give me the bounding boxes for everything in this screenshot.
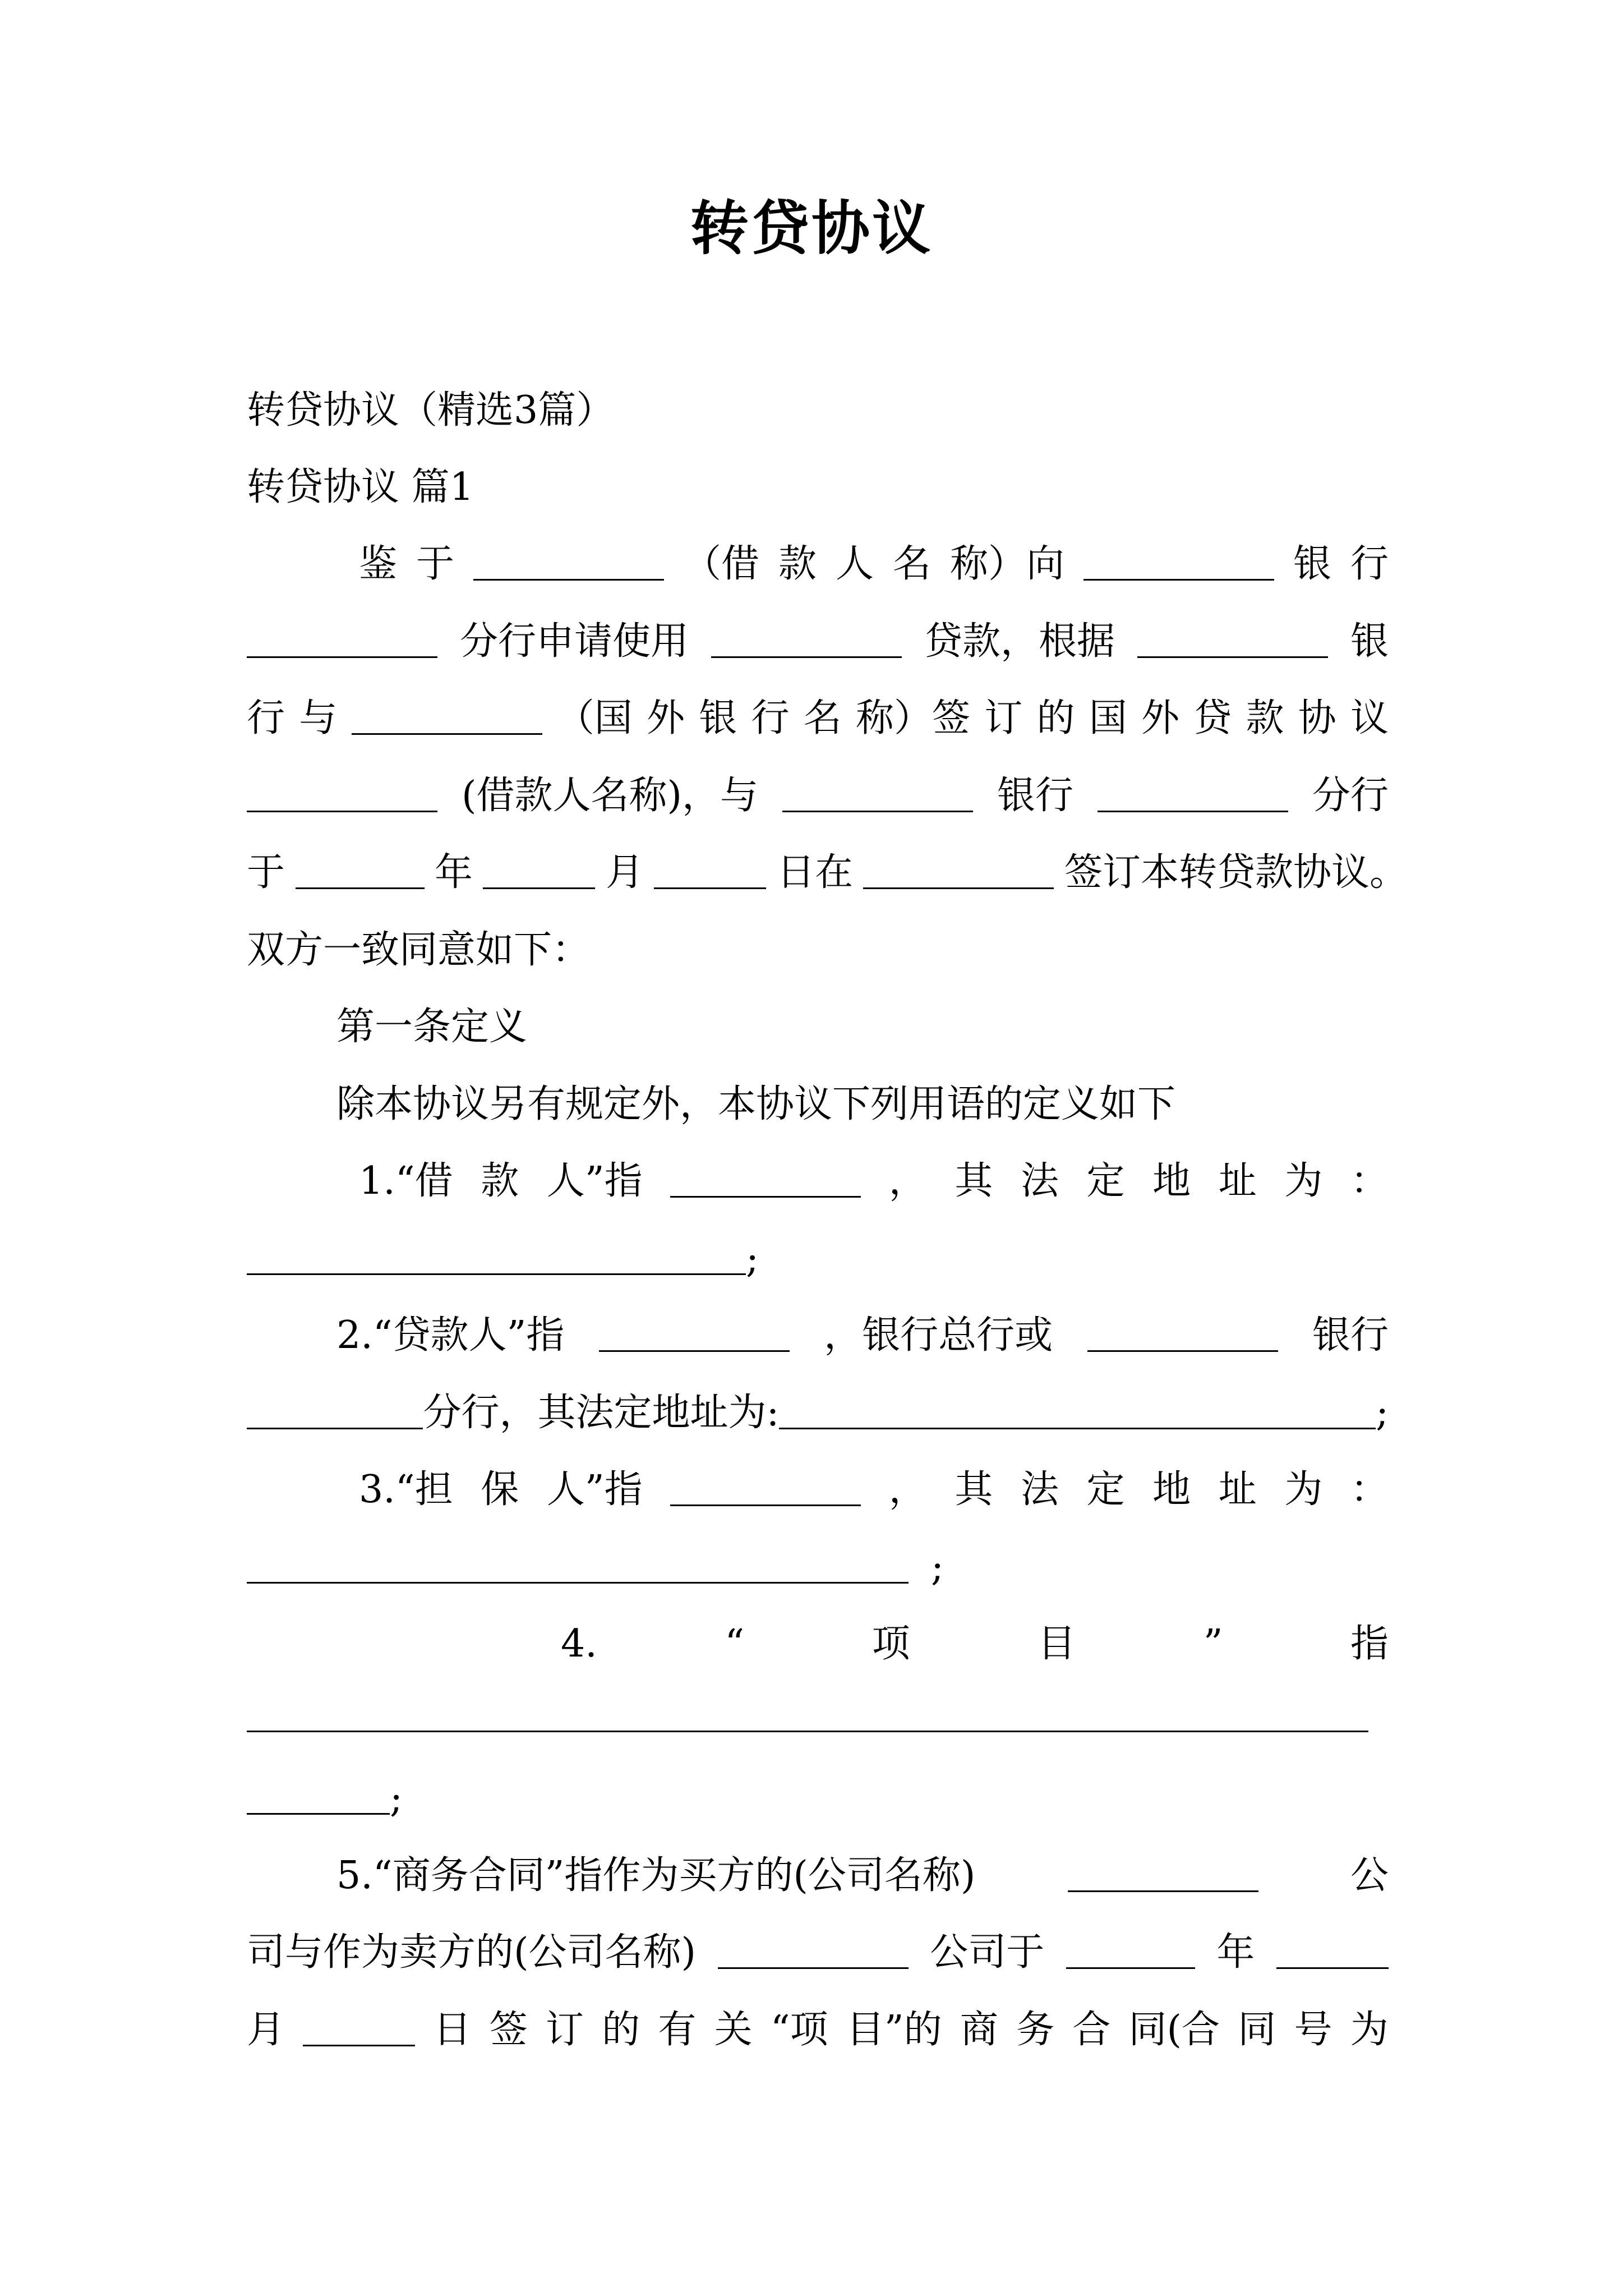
fill-blank[interactable] <box>1068 1857 1258 1892</box>
text-fragment: 签订本转贷款协议。 <box>1064 850 1408 895</box>
fill-blank[interactable] <box>782 777 973 812</box>
text-fragment: 款 <box>1246 696 1284 740</box>
fill-blank[interactable] <box>247 1548 909 1584</box>
fill-blank[interactable] <box>599 1317 790 1352</box>
text-fragment: 签 <box>489 2008 528 2052</box>
text-fragment: “ <box>725 1622 745 1666</box>
text-fragment: 址 <box>1218 1467 1257 1512</box>
definition-item-3 <box>359 1467 1389 1512</box>
text-fragment: 外 <box>1141 696 1179 740</box>
text-fragment: 称）向 <box>949 542 1064 586</box>
preamble-line-2 <box>247 619 1389 664</box>
text-fragment: 法 <box>1020 1159 1059 1203</box>
preamble-line-5 <box>247 850 1408 895</box>
article-1-intro: 除本协议另有规定外，本协议下列用语的定义如下 <box>336 1082 1176 1126</box>
text-fragment: 行 <box>751 696 790 740</box>
text-fragment: 年 <box>1216 1930 1255 1975</box>
preamble-line-1 <box>359 542 1389 586</box>
text-fragment: 外 <box>646 696 685 740</box>
text-fragment: 于 <box>247 850 285 895</box>
text-fragment: 人”指 <box>546 1467 643 1512</box>
text-fragment: ： <box>1350 1159 1389 1203</box>
fill-blank[interactable] <box>1083 545 1274 581</box>
text-fragment: 人”指 <box>546 1159 643 1203</box>
text-fragment: 人 <box>835 542 874 586</box>
text-fragment: 行 <box>247 696 285 740</box>
fill-blank[interactable] <box>296 854 425 889</box>
text-fragment: 地 <box>1152 1159 1191 1203</box>
definition-item-5-line-3 <box>247 2008 1389 2052</box>
fill-blank[interactable] <box>247 1731 1368 1732</box>
text-fragment: ： <box>1350 1467 1389 1512</box>
document-title: 转贷协议 <box>690 194 933 263</box>
text-fragment: 址 <box>1218 1159 1257 1203</box>
text-fragment: 1.“借 <box>359 1159 453 1203</box>
text-fragment: 年 <box>434 850 473 895</box>
text-fragment: 的 <box>1036 696 1075 740</box>
text-fragment: ， <box>888 1159 927 1203</box>
text-fragment: 其 <box>955 1159 993 1203</box>
text-fragment: 同 <box>1238 2008 1276 2052</box>
text-fragment: 的 <box>602 2008 640 2052</box>
text-fragment: ; <box>931 1545 944 1590</box>
fill-blank[interactable] <box>247 777 437 812</box>
text-fragment: 款 <box>481 1159 519 1203</box>
definition-item-2 <box>336 1313 1389 1358</box>
text-fragment: （借 <box>683 542 759 586</box>
text-fragment: 于 <box>416 542 455 586</box>
definition-item-1 <box>359 1159 1389 1203</box>
text-fragment: 其 <box>955 1467 993 1512</box>
text-fragment: ” <box>1203 1622 1223 1666</box>
text-fragment: 分行 <box>1312 774 1389 818</box>
text-fragment: 国 <box>1089 696 1127 740</box>
text-fragment: 为 <box>1284 1159 1323 1203</box>
text-fragment: 银 <box>699 696 737 740</box>
definition-item-5-line-2 <box>247 1930 1389 1975</box>
definition-item-4 <box>561 1622 1389 1666</box>
text-fragment: 月 <box>247 2008 285 2052</box>
text-fragment: 贷款，根据 <box>924 619 1115 664</box>
fill-blank[interactable] <box>247 623 437 658</box>
section-heading: 转贷协议 篇1 <box>247 465 474 509</box>
text-fragment: 指 <box>1350 1622 1389 1666</box>
definition-item-2-cont <box>247 1391 1389 1435</box>
text-fragment: 关 <box>714 2008 753 2052</box>
text-fragment: 银行 <box>997 774 1073 818</box>
text-fragment: 3.“担 <box>359 1467 453 1512</box>
text-fragment: 2.“贷款人”指 <box>336 1313 565 1358</box>
fill-blank[interactable] <box>483 854 595 889</box>
text-fragment: 订 <box>545 2008 584 2052</box>
fill-blank[interactable] <box>1087 1317 1278 1352</box>
text-fragment: 商 <box>960 2008 998 2052</box>
text-fragment: 名 <box>803 696 842 740</box>
text-fragment: ; <box>390 1777 403 1821</box>
text-fragment: 月 <box>605 850 644 895</box>
text-fragment: 银行 <box>1312 1313 1389 1358</box>
text-fragment: 定 <box>1086 1467 1125 1512</box>
fill-blank[interactable] <box>718 1934 909 1969</box>
text-fragment: 合 <box>1072 2008 1111 2052</box>
fill-blank[interactable] <box>1137 623 1328 658</box>
text-fragment: 与 <box>299 696 338 740</box>
text-fragment: ; <box>746 1237 759 1282</box>
fill-blank[interactable] <box>1276 1934 1389 1969</box>
text-fragment: 号 <box>1294 2008 1332 2052</box>
text-fragment: 为 <box>1284 1467 1323 1512</box>
text-fragment: 名 <box>892 542 931 586</box>
text-fragment: 为 <box>1350 2008 1389 2052</box>
text-fragment: 务 <box>1016 2008 1055 2052</box>
text-fragment: 法 <box>1020 1467 1059 1512</box>
text-fragment: 日在 <box>776 850 853 895</box>
text-fragment: 项 <box>872 1622 910 1666</box>
text-fragment: 鉴 <box>359 542 398 586</box>
fill-blank[interactable] <box>247 1240 746 1275</box>
fill-blank[interactable] <box>779 1394 1376 1429</box>
text-fragment: “项 <box>770 2008 828 2052</box>
text-fragment: ; <box>1376 1391 1389 1435</box>
text-fragment: ， <box>888 1467 927 1512</box>
text-fragment: 5.“商务合同”指作为买方的(公司名称) <box>336 1853 976 1898</box>
preamble-line-6: 双方一致同意如下： <box>247 928 591 972</box>
definition-item-1-address <box>247 1237 1389 1282</box>
fill-blank[interactable] <box>1066 1934 1195 1969</box>
text-fragment: 分行，其法定地址为: <box>423 1391 780 1435</box>
subtitle: 转贷协议（精选3篇） <box>247 388 615 432</box>
text-fragment: 保 <box>481 1467 519 1512</box>
fill-blank[interactable] <box>654 854 766 889</box>
text-fragment: 同(合 <box>1128 2008 1220 2052</box>
text-fragment: (借款人名称)，与 <box>461 774 759 818</box>
definition-item-4-cont <box>247 1777 1389 1821</box>
text-fragment: 日 <box>433 2008 472 2052</box>
text-fragment: 贷 <box>1193 696 1232 740</box>
fill-blank[interactable] <box>670 1162 861 1198</box>
text-fragment: 订 <box>984 696 1023 740</box>
text-fragment: 目”的 <box>846 2008 942 2052</box>
text-fragment: 行 <box>1350 542 1389 586</box>
text-fragment: 有 <box>658 2008 697 2052</box>
text-fragment: 称）签 <box>855 696 970 740</box>
fill-blank[interactable] <box>473 545 664 581</box>
preamble-line-4 <box>247 774 1389 818</box>
definition-item-3-address <box>247 1545 1389 1590</box>
text-fragment: 协 <box>1298 696 1336 740</box>
text-fragment: 地 <box>1152 1467 1191 1512</box>
text-fragment: 4. <box>561 1622 597 1666</box>
text-fragment: 定 <box>1086 1159 1125 1203</box>
fill-blank[interactable] <box>1098 777 1288 812</box>
text-fragment: （国 <box>556 696 633 740</box>
text-fragment: 分行申请使用 <box>459 619 689 664</box>
text-fragment: ，银行总行或 <box>824 1313 1053 1358</box>
fill-blank[interactable] <box>247 1779 390 1815</box>
article-1-heading: 第一条定义 <box>336 1005 528 1049</box>
fill-blank[interactable] <box>247 1394 423 1429</box>
fill-blank[interactable] <box>352 700 542 735</box>
fill-blank[interactable] <box>670 1471 861 1506</box>
text-fragment: 司与作为卖方的(公司名称) <box>247 1930 697 1975</box>
text-fragment: 银 <box>1350 619 1389 664</box>
text-fragment: 目 <box>1038 1622 1076 1666</box>
text-fragment: 公 <box>1350 1853 1389 1898</box>
preamble-line-3 <box>247 696 1389 740</box>
definition-item-5 <box>336 1853 1389 1898</box>
fill-blank[interactable] <box>711 623 902 658</box>
text-fragment: 公司于 <box>930 1930 1045 1975</box>
text-fragment: 款 <box>778 542 817 586</box>
text-fragment: 议 <box>1350 696 1389 740</box>
fill-blank[interactable] <box>863 854 1054 889</box>
fill-blank[interactable] <box>303 2011 415 2046</box>
text-fragment: 银 <box>1293 542 1331 586</box>
